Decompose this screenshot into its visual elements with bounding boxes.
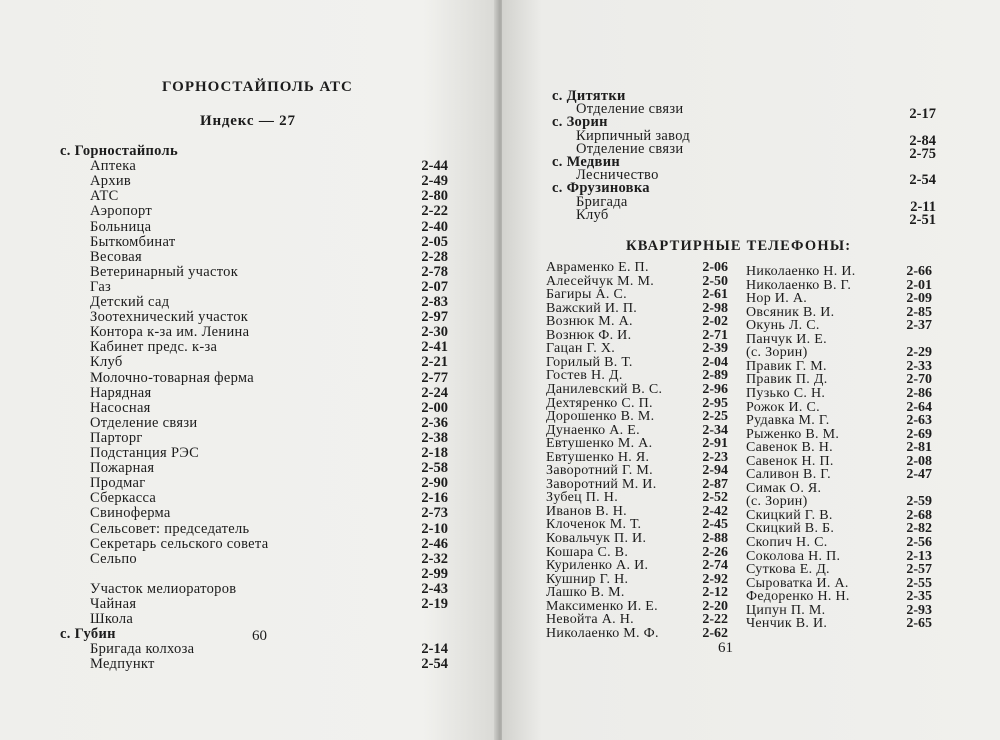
resident-phone: 2-64 (906, 399, 932, 415)
resident-phone: 2-52 (702, 490, 728, 506)
resident-phone: 2-09 (906, 291, 932, 307)
left-page (0, 0, 498, 740)
resident-phone: 2-04 (702, 354, 728, 370)
entry-name: Сберкасса (90, 490, 157, 507)
entry-phone: 2-78 (421, 263, 448, 280)
resident-phone: 2-01 (906, 277, 932, 293)
entry-name: Пожарная (90, 460, 155, 477)
resident-phone: 2-89 (702, 368, 728, 384)
entry-phone: 2-14 (421, 641, 448, 658)
entry-name: Нарядная (90, 384, 152, 401)
entry-name: Больница (90, 218, 152, 235)
entry-phone: 2-90 (421, 475, 448, 492)
entry-phone: 2-46 (421, 535, 448, 552)
resident-phone: 2-34 (702, 422, 728, 438)
entry-phone: 2-84 (909, 132, 936, 149)
resident-name: Горилый В. Т. (546, 354, 633, 370)
resident-phone: 2-50 (702, 273, 728, 289)
resident-phone: 2-47 (906, 467, 932, 483)
resident-name: Дунаенко А. Е. (546, 422, 640, 438)
resident-name: (с. Зорин) (746, 345, 808, 361)
entry-phone: 2-77 (421, 369, 448, 386)
resident-name: Алесейчук М. М. (546, 273, 654, 289)
resident-phone: 2-95 (702, 395, 728, 411)
resident-name: Заворотний М. И. (546, 476, 657, 492)
section-header: с. Фрузиновка (552, 180, 650, 197)
resident-name: Евтушенко М. А. (546, 436, 653, 452)
entry-phone: 2-44 (421, 158, 448, 175)
entry-phone: 2-05 (421, 233, 448, 250)
resident-phone: 2-69 (906, 426, 932, 442)
resident-phone: 2-59 (906, 494, 932, 510)
entry-phone: 2-18 (421, 445, 448, 461)
resident-phone: 2-71 (702, 327, 728, 343)
entry-name: Кабинет предс. к-за (90, 339, 218, 356)
entry-name: Детский сад (90, 294, 170, 310)
entry-phone: 2-30 (421, 324, 448, 341)
entry-name: Отделение связи (90, 414, 198, 431)
resident-phone: 2-61 (702, 287, 728, 303)
resident-name: Данилевский В. С. (546, 381, 663, 397)
resident-phone: 2-87 (702, 476, 728, 492)
entry-phone: 2-43 (421, 580, 448, 597)
entry-phone: 2-11 (910, 198, 936, 215)
resident-name: Гостев Н. Д. (546, 368, 623, 384)
resident-name: Правик П. Д. (746, 372, 828, 388)
resident-phone: 2-86 (906, 385, 932, 401)
entry-phone: 2-41 (421, 339, 448, 356)
resident-name: Саливон В. Г. (746, 467, 831, 483)
resident-name: Скицкий В. Б. (746, 521, 835, 537)
resident-name: Николаенко М. Ф. (546, 625, 659, 641)
entry-phone: 2-38 (421, 429, 448, 446)
resident-name: Максименко И. Е. (546, 598, 658, 614)
entry-phone: 2-21 (421, 354, 448, 371)
entry-phone: 2-10 (421, 520, 448, 537)
resident-name: Рожок И. С. (746, 399, 820, 415)
resident-name: Федоренко Н. Н. (746, 589, 850, 605)
entry-name: Весовая (90, 248, 143, 265)
resident-phone: 2-35 (906, 589, 932, 605)
entry-name: Быткомбинат (90, 233, 176, 250)
resident-name: Дорошенко В. М. (546, 409, 655, 425)
resident-phone: 2-66 (906, 264, 932, 279)
resident-name: Суткова Е. Д. (746, 562, 830, 578)
section-header: с. Губин (60, 626, 116, 643)
resident-name: Овсяник В. И. (746, 304, 835, 320)
resident-name: Скицкий Г. В. (746, 507, 833, 523)
entry-phone: 2-07 (421, 278, 448, 295)
residential-title: КВАРТИРНЫЕ ТЕЛЕФОНЫ: (626, 238, 852, 254)
entry-phone: 2-73 (421, 505, 448, 522)
resident-name: Скопич Н. С. (746, 535, 828, 550)
resident-phone: 2-98 (702, 300, 728, 316)
resident-name: Нор И. А. (746, 291, 808, 307)
entry-phone: 2-58 (421, 460, 448, 477)
entry-name: Отделение связи (576, 101, 684, 118)
section-header: с. Дитятки (552, 88, 626, 104)
resident-name: Гацан Г. Х. (546, 341, 616, 357)
resident-phone: 2-37 (906, 318, 932, 334)
entry-name: Медпункт (90, 656, 155, 673)
resident-phone: 2-45 (702, 517, 728, 533)
entry-phone: 2-49 (421, 173, 448, 190)
resident-phone: 2-06 (702, 260, 728, 275)
entry-phone: 2-16 (421, 490, 448, 507)
entry-phone: 2-24 (421, 384, 448, 401)
resident-name: Ченчик В. И. (746, 616, 828, 632)
resident-phone: 2-82 (906, 521, 932, 537)
resident-name: Симак О. Я. (746, 480, 822, 496)
resident-name: Дехтяренко С. П. (546, 395, 653, 411)
resident-name: Авраменко Е. П. (546, 260, 649, 275)
resident-phone: 2-68 (906, 507, 932, 523)
resident-name: Окунь Л. С. (746, 318, 820, 334)
section-header: с. Зорин (552, 114, 608, 131)
resident-name: Кошара С. В. (546, 544, 629, 560)
entry-phone: 2-22 (421, 203, 448, 220)
entry-name: Бригада колхоза (90, 641, 195, 658)
resident-name: Соколова Н. П. (746, 548, 841, 564)
entry-name: Клуб (90, 354, 123, 371)
entry-phone: 2-97 (421, 309, 448, 326)
resident-phone: 2-55 (906, 575, 932, 591)
entry-name: АТС (90, 188, 119, 205)
resident-phone: 2-25 (702, 409, 728, 425)
resident-name: Багиры А. С. (546, 287, 627, 303)
entry-name: Клуб (576, 206, 609, 223)
section-header: с. Медвин (552, 154, 620, 170)
entry-name: Аэропорт (90, 203, 152, 220)
resident-phone: 2-02 (702, 314, 728, 330)
resident-name: Панчук И. Е. (746, 331, 827, 347)
entry-name: Архив (90, 173, 132, 190)
resident-phone: 2-62 (702, 625, 728, 641)
entry-name: Отделение связи (576, 140, 684, 157)
resident-phone: 2-81 (906, 440, 932, 456)
resident-phone: 2-57 (906, 562, 932, 578)
resident-phone: 2-29 (906, 345, 932, 361)
resident-phone: 2-56 (906, 535, 932, 550)
entry-name: Газ (90, 278, 112, 295)
resident-phone: 2-91 (702, 436, 728, 452)
resident-name: Пузько С. Н. (746, 385, 826, 401)
entry-name: Бригада (576, 193, 628, 210)
entry-phone: 2-40 (421, 218, 448, 235)
resident-phone: 2-08 (906, 453, 932, 469)
entry-phone: 2-51 (909, 211, 936, 228)
section-header: с. Горностайполь (60, 143, 178, 159)
entry-name: Зоотехнический участок (90, 309, 249, 326)
entry-name: Кирпичный завод (576, 127, 691, 144)
resident-name: Правик Г. М. (746, 358, 827, 374)
resident-name: Важский И. П. (546, 300, 638, 316)
resident-name: Клоченок М. Т. (546, 517, 642, 533)
resident-phone: 2-88 (702, 531, 728, 546)
entry-phone: 2-36 (421, 414, 448, 431)
right-page (502, 0, 1000, 740)
resident-name: Ковальчук П. И. (546, 531, 647, 546)
resident-name: Кушнир Г. Н. (546, 571, 629, 587)
resident-phone: 2-65 (906, 616, 932, 632)
resident-name: Савенок Н. П. (746, 453, 834, 469)
resident-phone: 2-92 (702, 571, 728, 587)
resident-phone: 2-33 (906, 358, 932, 374)
entry-phone: 2-28 (421, 248, 448, 265)
exchange-title: ГОРНОСТАЙПОЛЬ АТС (162, 79, 353, 95)
resident-name: Савенок В. Н. (746, 440, 833, 456)
entry-phone: 2-17 (909, 106, 936, 123)
resident-name: Вознюк Ф. И. (546, 327, 632, 343)
resident-name: Николаенко Н. И. (746, 264, 856, 279)
entry-name: Насосная (90, 399, 151, 416)
index-line: Индекс — 27 (200, 113, 296, 129)
entry-name: Свиноферма (90, 505, 171, 522)
resident-name: Рыженко В. М. (746, 426, 840, 442)
entry-name: Школа (90, 611, 134, 628)
resident-phone: 2-70 (906, 372, 932, 388)
entry-phone: 2-19 (421, 596, 448, 612)
entry-phone: 2-80 (421, 188, 448, 205)
entry-name: Продмаг (90, 475, 146, 492)
resident-name: Вознюк М. А. (546, 314, 633, 330)
resident-phone: 2-93 (906, 602, 932, 618)
resident-name: Ципун П. М. (746, 602, 826, 618)
resident-name: Лашко В. М. (546, 585, 625, 601)
resident-phone: 2-96 (702, 381, 728, 397)
resident-name: Рудавка М. Г. (746, 413, 830, 429)
page-number-right: 61 (718, 640, 733, 656)
entry-name: Сельпо (90, 550, 137, 567)
resident-name: Заворотний Г. М. (546, 463, 653, 479)
resident-name: Сыроватка И. А. (746, 575, 849, 591)
entry-name: Ветеринарный участок (90, 263, 239, 280)
resident-name: Невойта А. Н. (546, 612, 634, 628)
resident-name: Николаенко В. Г. (746, 277, 852, 293)
resident-name: (с. Зорин) (746, 494, 808, 510)
entry-phone: 2-32 (421, 550, 448, 567)
resident-phone: 2-63 (906, 413, 932, 429)
resident-phone: 2-12 (702, 585, 728, 601)
entry-phone: 2-54 (421, 656, 448, 673)
resident-name: Зубец П. Н. (546, 490, 618, 506)
resident-phone: 2-39 (702, 341, 728, 357)
resident-phone: 2-20 (702, 598, 728, 614)
page-number-left: 60 (252, 628, 267, 644)
resident-phone: 2-22 (702, 612, 728, 628)
resident-phone: 2-13 (906, 548, 932, 564)
entry-name: Молочно-товарная ферма (90, 369, 255, 386)
resident-name: Куриленко А. И. (546, 558, 649, 574)
resident-phone: 2-94 (702, 463, 728, 479)
entry-phone: 2-00 (421, 399, 448, 416)
resident-phone: 2-23 (702, 449, 728, 465)
entry-name: Подстанция РЭС (90, 445, 200, 461)
entry-name: Парторг (90, 429, 143, 446)
entry-name: Контора к-за им. Ленина (90, 324, 250, 341)
resident-name: Иванов В. Н. (546, 503, 627, 519)
entry-name: Чайная (90, 596, 137, 612)
resident-phone: 2-26 (702, 544, 728, 560)
entry-phone: 2-99 (421, 565, 448, 582)
resident-phone: 2-74 (702, 558, 728, 574)
entry-phone: 2-75 (909, 145, 936, 162)
entry-name: Участок мелиораторов (90, 580, 237, 597)
entry-name: Аптека (90, 158, 137, 175)
entry-name: Лесничество (576, 167, 659, 184)
entry-name: Секретарь сельского совета (90, 535, 269, 552)
resident-phone: 2-42 (702, 503, 728, 519)
resident-phone: 2-85 (906, 304, 932, 320)
entry-phone: 2-54 (909, 172, 936, 189)
entry-phone: 2-83 (421, 294, 448, 310)
entry-name: Сельсовет: председатель (90, 520, 250, 537)
resident-name: Евтушенко Н. Я. (546, 449, 650, 465)
